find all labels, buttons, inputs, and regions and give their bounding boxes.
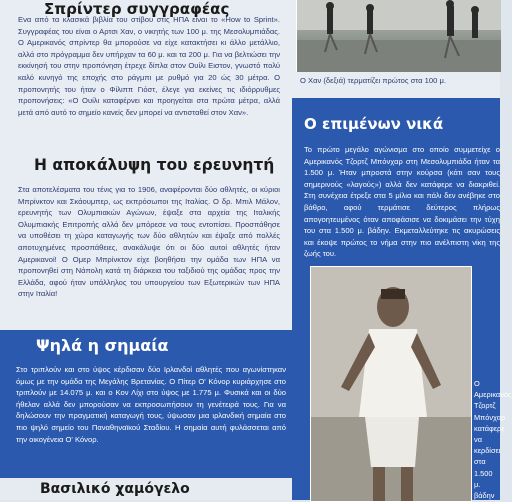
article-flag-body: Στο τριπλούν και στο ύψος κέρδισαν δύο Ιρλανδοί αθλητές που αγωνίστηκαν όμως με την ομάδα της Μεγάλης Βρετανίας. Ο Πίτερ Ο' Κόνορ κυριάρχησε στο τριπλούν με 14.075 μ. και ο Κον Λίχι στο ύψος με 1.775 μ. Φυσικά και οι δύο ήθελαν αλλά δεν μπορούσαν να εκπροσωπήσουν τη γενέτειρά τους. Για να δηλώσουν την πραγματική καταγωγή τους, ύψωσαν μια ιρλανδική σημαία στο πιο ψηλό σημείο του Παναθηναϊκού Σταδίου. Η σημαία αυτή φυλάσσεται από την οικογένεια Ο' Κόνορ. (16, 365, 286, 444)
walking-athlete-illustration (311, 267, 471, 501)
athlete-photo (310, 266, 472, 502)
article-flag-title: Ψηλά η σημαία (36, 336, 169, 355)
article-writer-title: Σπρίντερ συγγραφέας (44, 0, 230, 18)
article-next-title: Βασιλικό χαμόγελο (40, 481, 190, 497)
article-persistent-title: Ο επιμένων νικά (304, 115, 444, 133)
article-writer-body: Ενα από τα κλασικά βιβλία του στίβου στις ΗΠΑ είναι το «How to Sprint». Συγγραφέας του είναι ο Αρτσι Χαν, ο νικητής των 100 μ. της Μεσολυμπιάδας. Ο Αμερικανός σπρίντερ θα μπορούσε να είχε κατακτήσει κι άλλο μετάλλιο, αλλά στο πρόγραμμα δεν υπήρχαν τα 60 μ. και τα 200 μ. Για να βελτιώσει την εκκίνησή του στην προπόνηση έτρεχε δίπλα στον Ουίλι Ειστον, γνωστό πολύ καλό κυνηγό της εποχής στο ράγμπι με ρυθμό για 20 ώς 30 μέτρα. Ο προπονητής του ήταν ο Φίλιππ Γιόστ, έλεγε για εκείνες τις ιδιόρρυθμες προπονήσεις: «Ο Ουίλι καταφέρνει και προηγείται στα πρώτα μέτρα, αλλά μετά από αυτό το σημείο κανείς δεν μπορεί να αντισταθεί στον Χαν». (18, 15, 280, 117)
race-finish-illustration (297, 0, 501, 72)
article-researcher-body: Στα αποτελέσματα του τένις για το 1906, αναφέρονται δύο αθλητές, οι κύριοι Μπρίνκτον και Σκάουμπερ, ως εκπρόσωποι της Ιταλίας. Ο δρ. Μπιλ Μάλον, ερευνητής των Ολυμπιακών Αγώνων, έψαξε στα αρχεία της Ιταλικής Ολυμπιακής Επιτροπής αλλά δεν μπόρεσε να τους εντοπίσει. Προσπάθησε να υποθέσει τη χώρα καταγωγής των δύο αθλητών και έψαξε από πολλές αποτυχημένες προσπάθειες, ανακάλυψε ότι οι δύο αυτοί αθλητές ήταν Αμερικανοί! Ο Ομερ Μπρίνκτον είχε βοηθήσει την ομάδα των ΗΠΑ να προπονηθεί στη Νάπολη κατά τη διάρκεια του ταξιδιού της ομάδας προς την Ελλάδα, αφού ήταν υπάλληλος του υπουργείου των Εξωτερικών των ΗΠΑ στην Ιταλία! (18, 185, 280, 299)
race-finish-photo (296, 0, 501, 72)
article-researcher-title: Η αποκάλυψη του ερευνητή (34, 156, 275, 174)
race-photo-caption: Ο Χαν (δεξιά) τερματίζει πρώτος στα 100 μ. (300, 76, 446, 85)
athlete-side-caption: Ο Αμερικανός Τζορτζ Μπόνχαρ κατάφερε να κερδίσει στα 1.500 μ. βάδην (474, 379, 512, 501)
article-persistent-body: Το πρώτο μεγάλο αγώνισμα στο οποίο συμμετείχε ο Αμερικανός Τζορτζ Μπόνχαρ στη Μεσολυμπιάδα ήταν τα 1.500 μ. Ήταν μπροστά στην κούρσα (κάτι σαν τους σημερινούς «λαγούς») αλλά δεν κατάφερε να διακριθεί. Στη συνέχεια έτρεξε στα 5 μίλια και πάλι δεν ανέβηκε στο βάθρο, αφού τερμάτισε δεύτερος πλήρως απογοητευμένος όταν αποφάσισε να δοκιμάσει την τύχη του στα 1.500 μ. βάδην. Εκμεταλλεύτηκε τις ακυρώσεις και έκοψε πρώτος το νήμα στην πιο ανέλπιστη νίκη της ζωής του. (304, 145, 500, 259)
